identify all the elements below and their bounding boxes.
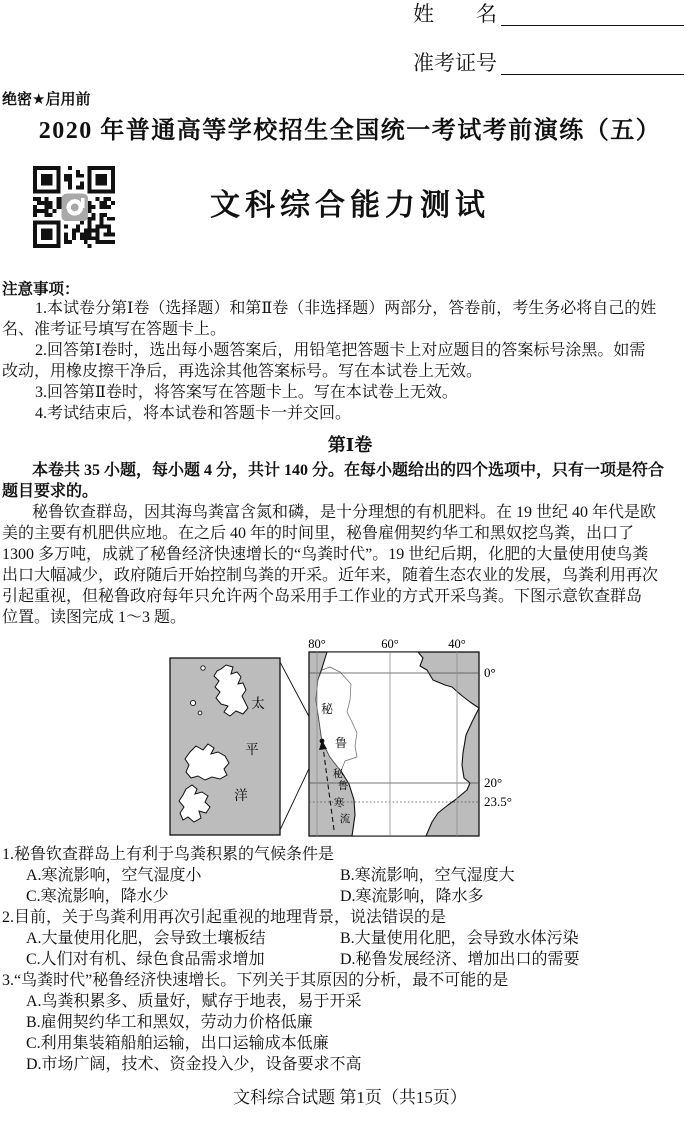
lat-label: 20° xyxy=(484,775,503,790)
option-b: B.雇佣契约华工和黑奴，劳动力价格低廉 xyxy=(26,1014,313,1031)
notice-line: 1.本试卷分第Ⅰ卷（选择题）和第Ⅱ卷（非选择题）两部分，答卷前，考生务必将自己的姓 xyxy=(35,300,657,317)
islet-dot xyxy=(201,666,205,670)
current-label-char: 秘 xyxy=(332,769,344,780)
notice-line: 名、准考证号填写在答题卡上。 xyxy=(2,321,227,338)
lat-label: 0° xyxy=(484,665,496,680)
option-b: B.寒流影响，空气湿度大 xyxy=(340,867,515,884)
passage-block xyxy=(2,502,658,628)
instruction-line: 题目要求的。 xyxy=(2,483,99,500)
passage-line: 引起重视，但秘鲁政府每年只允许两个岛采用手工作业的方式开采鸟粪。下图示意钦查群岛 xyxy=(2,588,643,605)
question-stem: 1.秘鲁钦查群岛上有利于鸟粪积累的气候条件是 xyxy=(2,846,335,863)
page-footer: 文科综合试题 第1页（共15页） xyxy=(233,1088,467,1107)
lon-label: 40° xyxy=(448,637,466,651)
option-b: B.大量使用化肥，会导致水体污染 xyxy=(340,930,579,947)
question-stem: 2.目前，关于鸟粪利用再次引起重视的地理背景，说法错误的是 xyxy=(2,909,447,926)
questions-block xyxy=(2,844,580,1075)
ticket-underline xyxy=(501,52,684,75)
question-stem: 3.“鸟粪时代”秘鲁经济快速增长。下列关于其原因的分析，最不可能的是 xyxy=(2,972,509,989)
current-label-char: 鲁 xyxy=(337,781,349,792)
option-row xyxy=(2,1054,508,1075)
lon-label: 60° xyxy=(381,637,399,651)
notice-line: 改动，用橡皮擦干净后，再选涂其他答案标号。写在本试卷上无效。 xyxy=(2,363,483,380)
lat-label: 23.5° xyxy=(484,794,512,809)
notice-line: 2.回答第Ⅰ卷时，选出每小题答案后，用铅笔把答题卡上对应题目的答案标号涂黑。如需 xyxy=(35,342,646,359)
subject-title: 文科综合能力测试 xyxy=(210,189,490,222)
option-c: C.寒流影响，降水少 xyxy=(26,888,169,905)
passage-line: 美的主要有机肥供应地。在之后 40 年的时间里，秘鲁雇佣契约华工和黑奴挖鸟粪，出口了 xyxy=(2,525,635,542)
current-label-char: 寒 xyxy=(333,798,345,809)
notice-line: 3.回答第Ⅱ卷时，将答案写在答题卡上。写在本试卷上无效。 xyxy=(35,384,458,401)
passage-line: 出口大幅减少，政府随后开始控制鸟粪的开采。近年来，随着生态农业的发展，鸟粪利用再次 xyxy=(2,567,659,584)
islet-dot xyxy=(198,711,202,715)
exam-title: 2020 年普通高等学校招生全国统一考试考前演练（五） xyxy=(38,118,662,144)
option-row xyxy=(2,865,515,886)
option-a: A.鸟粪积累多、质量好，赋存于地表，易于开采 xyxy=(26,993,362,1010)
option-c: C.利用集装箱船舶运输，出口运输成本低廉 xyxy=(26,1035,329,1052)
passage-line: 1300 多万吨，成就了秘鲁经济快速增长的“鸟粪时代”。19 世纪后期，化肥的大量使用使鸟粪 xyxy=(2,546,649,563)
instruction-line: 本卷共 35 小题，每小题 4 分，共计 140 分。在每小题给出的四个选项中，只有一项是符合 xyxy=(32,462,665,479)
islet-dot xyxy=(190,700,195,705)
lon-label: 80° xyxy=(308,637,326,651)
chincha-islands-map-figure xyxy=(156,634,524,842)
ocean-label-char: 平 xyxy=(245,742,259,757)
ticket-field-row xyxy=(413,51,684,75)
option-row xyxy=(2,1033,508,1054)
option-d: D.寒流影响，降水多 xyxy=(340,888,484,905)
ocean-label-char: 太 xyxy=(251,696,265,711)
option-row xyxy=(2,949,580,970)
name-underline xyxy=(501,3,684,26)
passage-line: 秘鲁钦查群岛，因其海鸟粪富含氮和磷，是十分理想的有机肥料。在 19 世纪 40 年代是欧 xyxy=(32,504,657,521)
section-instructions xyxy=(2,460,664,502)
option-c: C.人们对有机、绿色食品需求增加 xyxy=(26,951,265,968)
option-d: D.市场广阔，技术、资金投入少，设备要求不高 xyxy=(26,1056,362,1073)
country-label-char: 秘 xyxy=(320,702,334,716)
passage-line: 位置。读图完成 1～3 题。 xyxy=(2,609,187,626)
country-label-char: 鲁 xyxy=(334,736,348,750)
option-row xyxy=(2,886,508,907)
option-row xyxy=(2,1012,508,1033)
inset-islands-box xyxy=(170,658,280,835)
ticket-label: 准考证号 xyxy=(413,51,497,75)
current-label-char: 流 xyxy=(339,814,351,825)
notice-block xyxy=(2,298,656,424)
name-field-row xyxy=(413,2,684,26)
notice-line: 4.考试结束后，将本试卷和答题卡一并交回。 xyxy=(35,405,352,422)
option-row xyxy=(2,928,579,949)
section-title: 第Ⅰ卷 xyxy=(327,435,373,455)
chincha-islands-dot xyxy=(320,739,325,744)
option-a: A.寒流影响，空气湿度小 xyxy=(26,867,202,884)
secrecy-label: 绝密★启用前 xyxy=(2,91,91,108)
notice-title: 注意事项： xyxy=(2,281,80,298)
south-america-map xyxy=(308,637,512,836)
ocean-label-char: 洋 xyxy=(234,788,248,803)
option-row xyxy=(2,991,508,1012)
option-d: D.秘鲁发展经济、增加出口的需要 xyxy=(340,951,580,968)
option-a: A.大量使用化肥，会导致土壤板结 xyxy=(26,930,266,947)
name-label: 姓 名 xyxy=(413,2,497,26)
